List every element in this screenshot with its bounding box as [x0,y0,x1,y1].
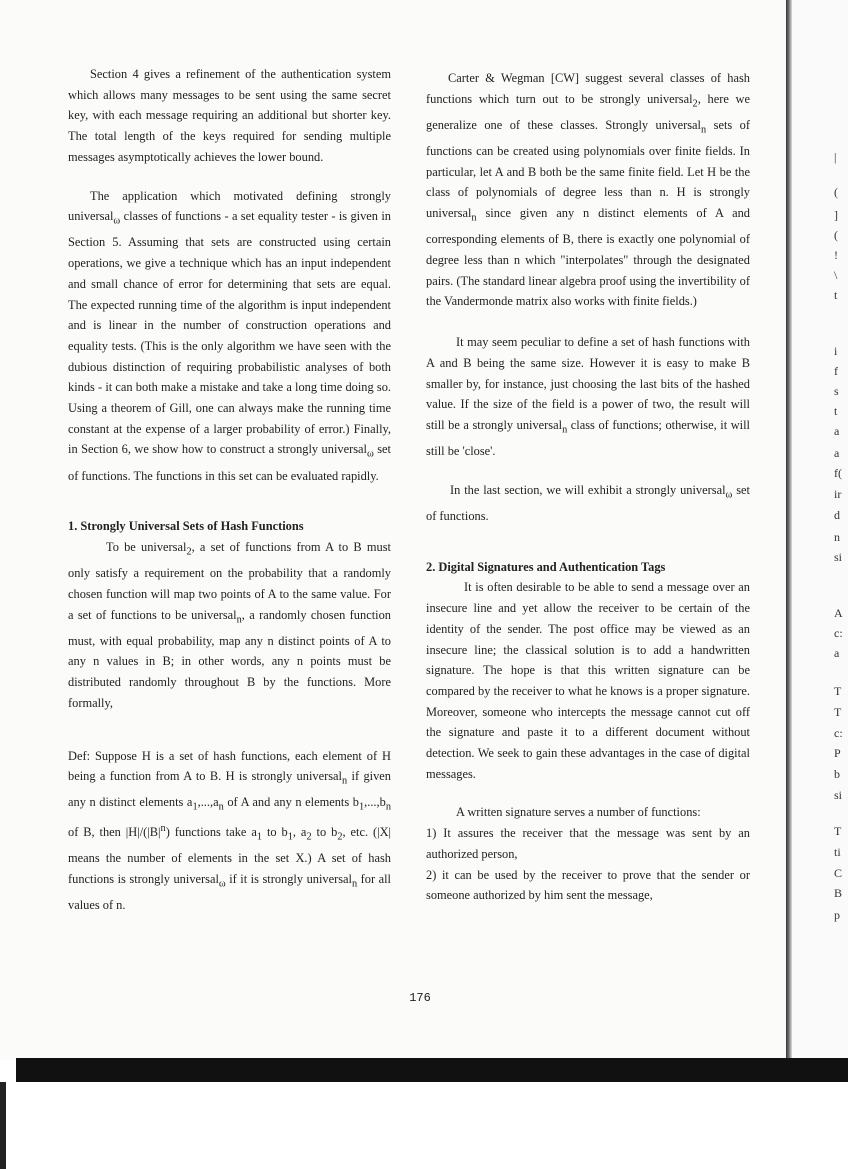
margin-glyph: P [834,746,841,760]
margin-glyph: T [834,705,842,719]
margin-glyph: f( [834,466,842,480]
paragraph [426,332,750,462]
subscript: 1 [256,831,263,843]
subscript: ω [725,489,733,501]
text-run: class of functions; otherwise, it will still be 'close'. [426,417,750,459]
margin-glyph: c: [834,626,843,640]
right-column [426,68,750,906]
paragraph [426,68,750,312]
text-run: to b [262,824,288,839]
subscript: 2 [692,98,698,110]
margin-glyph: ( [834,185,838,199]
margin-glyph: i [834,344,838,358]
scanner-edge [0,1082,6,1169]
margin-glyph: C [834,866,843,880]
text-run: to b [311,824,338,839]
text-run: ,...,b [364,795,386,810]
list-item: 1) It assures the receiver that the message was sent by an authorized person, [426,826,750,861]
text-run: ) functions take a [165,824,257,839]
subscript: 1 [358,801,365,813]
subscript: 2 [306,831,312,843]
margin-glyph: c: [834,726,843,740]
subscript: n [351,878,358,890]
subscript: 1 [287,831,293,843]
text-run: set of functions. [426,482,750,523]
margin-glyph: s [834,384,839,398]
margin-glyph: T [834,684,842,698]
text-run: It may seem peculiar to define a set of hash functions with A and B being the same size. However it is easy to make B smaller by, for instance, just choosing the last bits of the hashed value. If the size of the field is a power of two, the result will still be a strongly universal [426,335,750,432]
margin-glyph: B [834,886,843,900]
margin-glyph: f [834,364,838,378]
margin-glyph: ir [834,487,842,501]
margin-glyph: b [834,767,840,781]
margin-glyph: \ [834,268,838,282]
text-run: , a randomly chosen function must, with equal probability, map any n distinct points of A to any n values in B; in other words, any n points must be distributed randomly throughout B by the functions. More formally, [68,607,391,710]
paragraph: Section 4 gives a refinement of the authentication system which allows many messages to be sent using the same secret key, with each message requiring an additional but shorter key. The total length of the keys required for sending multiple messages asymptotically achieves the lower bound. [68,67,391,164]
subscript: 2 [186,546,192,558]
text-run: , a [292,824,307,839]
margin-glyph: | [834,150,837,164]
subscript: n [341,775,348,787]
text-run: In the last section, we will exhibit a strongly universal [450,482,726,497]
margin-glyph: t [834,404,838,418]
definition [68,746,391,916]
text-run: if given any n distinct elements a [68,769,391,810]
paragraph: It is often desirable to be able to send a message over an insecure line and yet allow the receiver to be certain of the identity of the sender. The post office may be viewed as an insecure line; the classical solution is to add a handwritten signature. The hope is that this written signature can be compared by the receiver to what he knows is a proper signature. Moreover, someone who intercepts the message cannot cut off the signature and paste it to a different document without detection. We seek to gain these advantages in the case of digital messages. [426,580,750,781]
left-column [68,64,391,915]
text-run: ,...,a [197,795,219,810]
subscript: 1 [192,801,198,813]
margin-glyph: d [834,508,840,522]
section-heading: 1. Strongly Universal Sets of Hash Functions [68,519,304,534]
subscript: n [236,614,242,626]
margin-glyph: a [834,424,840,438]
text-run: for all values of n. [68,871,391,912]
section-heading: 2. Digital Signatures and Authentication Tags [426,559,666,574]
margin-glyph: a [834,446,840,460]
margin-glyph: ti [834,845,841,859]
paragraph [426,480,750,527]
text-run: if it is strongly universal [225,871,352,886]
list-item: 2) it can be used by the receiver to prove that the sender or someone authorized by him sent the message, [426,867,750,903]
subscript: ω [218,878,226,890]
text-run: The application which motivated defining strongly universal [68,188,391,224]
subscript: 2 [337,831,343,843]
text-run: , here we generalize one of these classes. Strongly universal [426,91,750,132]
margin-glyph: t [834,288,838,302]
margin-glyph: si [834,788,843,802]
text-run: classes of functions - a set equality tester - is given in Section 5. Assuming that sets are constructed using certain operations, we give a technique which has an input independent and small chance of error for determining that sets are equal. The expected running time of the algorithm is input independent and is linear in the number of construction operations and equality tests. (This is the only algorithm we have seen with the dubious distinction of requiring probabilistic analyses of both kinds - it can both make a mistake and take a long time doing so. Using a theorem of Gill, one can always make the running time constant at the expense of a larger probability of error.) Finally, in Section 6, we show how to construct a strongly universal [68,209,391,457]
margin-glyph: a [834,646,840,660]
margin-glyph: si [834,550,843,564]
margin-glyph: ( [834,228,838,242]
text-run: set of functions. The functions in this set can be evaluated rapidly. [68,442,391,483]
text-run: of B, then |H|/(|B| [68,824,161,839]
margin-glyph: n [834,530,840,544]
page-number: 176 [409,991,431,1005]
paragraph: A written signature serves a number of functions: [456,805,701,820]
margin-glyph: A [834,606,843,620]
subscript: n [562,424,568,436]
subscript: n [471,212,477,224]
adjacent-page-margin [792,0,848,1060]
subscript: n [700,124,707,136]
subscript: n [218,801,224,813]
margin-glyph: p [834,908,840,922]
text-run: To be universal [106,540,187,554]
scanner-shadow-band [16,1058,848,1082]
paragraph [68,186,391,487]
margin-glyph: T [834,824,842,838]
text-run: , a set of functions from A to B must only satisfy a requirement on the probability that a randomly chosen function will map two points of A to the same value. For a set of functions to be universal [68,540,391,622]
subscript: ω [366,448,374,460]
text-run: Carter & Wegman [CW] suggest several classes of hash functions which turn out to be strongly universal [426,71,750,106]
text-run: Def: Suppose H is a set of hash functions, each element of H being a function from A to B. H is strongly universal [68,748,391,784]
text-run: of A and any n elements b [223,795,359,810]
text-run: , etc. (|X| means the number of elements in the set X.) A set of hash functions is strongly universal [68,824,392,886]
paragraph [68,537,391,714]
superscript: n [160,822,166,834]
margin-glyph: ! [834,248,838,262]
subscript: n [385,801,391,813]
text-run: since given any n distinct elements of A and corresponding elements of B, there is exactly one polynomial of degree less than n which "interpolates" through the designated pairs. (The standard linear algebra proof using the invertibility of the Vandermonde matrix also works with finite fields.) [426,206,750,309]
text-run: sets of functions can be created using polynomials over finite fields. In particular, let A and B both be the same finite field. Let H be the class of polynomials of degree less than n. H is strongly universal [426,117,750,221]
subscript: ω [113,215,121,227]
margin-glyph: ] [834,208,838,222]
